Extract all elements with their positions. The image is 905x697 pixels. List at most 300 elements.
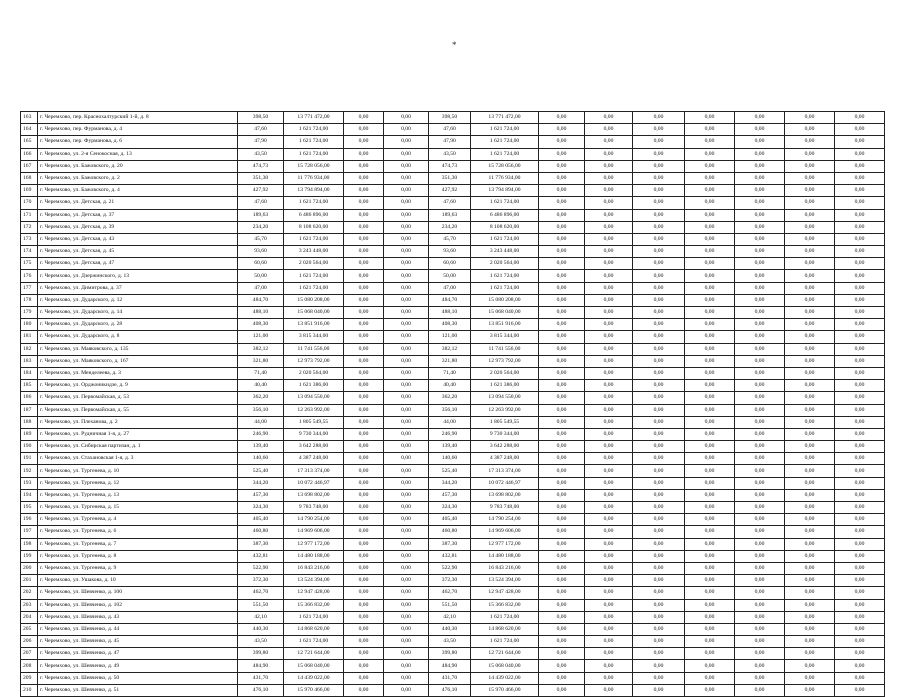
value-cell: 0,00: [633, 660, 685, 672]
value-cell: 0,00: [384, 562, 429, 574]
value-cell: 0,00: [735, 185, 785, 197]
value-cell: 0,00: [685, 416, 735, 428]
value-cell: 0,00: [835, 636, 885, 648]
value-cell: 0,00: [344, 416, 384, 428]
value-cell: 0,00: [785, 648, 835, 660]
row-number-cell: 189: [21, 428, 38, 440]
value-cell: 0,00: [344, 477, 384, 489]
value-cell: 1 805 549,55: [284, 416, 344, 428]
value-cell: 0,00: [539, 660, 585, 672]
value-cell: 0,00: [835, 282, 885, 294]
value-cell: 3 642 288,00: [471, 441, 539, 453]
value-cell: 0,00: [539, 623, 585, 635]
value-cell: 462,70: [429, 587, 471, 599]
row-number-cell: 176: [21, 270, 38, 282]
value-cell: 0,00: [785, 246, 835, 258]
address-cell: г. Черемхово, ул. Дударского, д. 8: [38, 331, 238, 343]
value-cell: 93,60: [238, 246, 284, 258]
value-cell: 0,00: [344, 514, 384, 526]
value-cell: 0,00: [344, 112, 384, 124]
address-cell: г. Черемхово, ул. Тургенева, д. 10: [38, 465, 238, 477]
value-cell: 0,00: [735, 611, 785, 623]
value-cell: 0,00: [344, 355, 384, 367]
value-cell: 9 783 748,00: [284, 502, 344, 514]
value-cell: 0,00: [735, 623, 785, 635]
value-cell: 0,00: [633, 270, 685, 282]
value-cell: 0,00: [685, 258, 735, 270]
value-cell: 8 108 620,00: [284, 221, 344, 233]
value-cell: 0,00: [785, 355, 835, 367]
value-cell: 12 947 428,00: [471, 587, 539, 599]
value-cell: 0,00: [633, 392, 685, 404]
address-cell: г. Черемхово, ул. Детская, д. 43: [38, 233, 238, 245]
value-cell: 15 728 056,00: [284, 160, 344, 172]
value-cell: 0,00: [785, 636, 835, 648]
value-cell: 0,00: [384, 258, 429, 270]
address-cell: г. Черемхово, ул. Плеханова, д. 2: [38, 416, 238, 428]
value-cell: 0,00: [785, 185, 835, 197]
value-cell: 484,90: [238, 660, 284, 672]
value-cell: 4 387 248,00: [284, 453, 344, 465]
value-cell: 0,00: [835, 355, 885, 367]
value-cell: 0,00: [539, 684, 585, 696]
value-cell: 0,00: [735, 380, 785, 392]
value-cell: 0,00: [585, 270, 633, 282]
value-cell: 139,40: [429, 441, 471, 453]
value-cell: 0,00: [539, 538, 585, 550]
value-cell: 15 080 208,00: [471, 294, 539, 306]
value-cell: 0,00: [785, 221, 835, 233]
value-cell: 372,30: [429, 575, 471, 587]
value-cell: 0,00: [785, 209, 835, 221]
value-cell: 3 243 448,00: [284, 246, 344, 258]
value-cell: 12 263 992,00: [284, 404, 344, 416]
value-cell: 0,00: [735, 209, 785, 221]
table-row: [21, 258, 885, 270]
value-cell: 324,30: [238, 502, 284, 514]
value-cell: 431,70: [238, 672, 284, 684]
value-cell: 14 790 254,00: [471, 514, 539, 526]
value-cell: 0,00: [633, 416, 685, 428]
value-cell: 0,00: [633, 550, 685, 562]
value-cell: 0,00: [835, 538, 885, 550]
address-cell: г. Черемхово, ул. Шевченко, д. 51: [38, 684, 238, 696]
value-cell: 0,00: [539, 209, 585, 221]
value-cell: 9 730 344,00: [471, 428, 539, 440]
value-cell: 0,00: [685, 428, 735, 440]
value-cell: 0,00: [785, 319, 835, 331]
value-cell: 0,00: [735, 514, 785, 526]
value-cell: 43,50: [238, 148, 284, 160]
value-cell: 0,00: [384, 575, 429, 587]
value-cell: 321,80: [429, 355, 471, 367]
value-cell: 0,00: [735, 221, 785, 233]
row-number-cell: 169: [21, 185, 38, 197]
value-cell: 0,00: [835, 258, 885, 270]
value-cell: 0,00: [384, 648, 429, 660]
row-number-cell: 201: [21, 575, 38, 587]
value-cell: 484,70: [238, 294, 284, 306]
table-row: [21, 428, 885, 440]
value-cell: 1 621 724,00: [471, 233, 539, 245]
value-cell: 0,00: [685, 587, 735, 599]
table-row: [21, 307, 885, 319]
value-cell: 525,40: [429, 465, 471, 477]
value-cell: 50,00: [429, 270, 471, 282]
value-cell: 0,00: [344, 209, 384, 221]
value-cell: 0,00: [344, 575, 384, 587]
value-cell: 47,60: [429, 124, 471, 136]
value-cell: 0,00: [384, 587, 429, 599]
value-cell: 13 698 802,00: [471, 489, 539, 501]
value-cell: 13 094 550,00: [284, 392, 344, 404]
value-cell: 6 486 896,00: [284, 209, 344, 221]
value-cell: 0,00: [384, 428, 429, 440]
value-cell: 0,00: [685, 380, 735, 392]
value-cell: 0,00: [735, 453, 785, 465]
value-cell: 0,00: [835, 684, 885, 696]
value-cell: 440,30: [238, 623, 284, 635]
value-cell: 484,90: [429, 660, 471, 672]
value-cell: 0,00: [633, 441, 685, 453]
value-cell: 3 815 344,00: [471, 331, 539, 343]
value-cell: 44,00: [238, 416, 284, 428]
value-cell: 0,00: [633, 148, 685, 160]
row-number-cell: 181: [21, 331, 38, 343]
value-cell: 0,00: [539, 489, 585, 501]
table-row: [21, 367, 885, 379]
address-cell: г. Черемхово, ул. Маяковского, д. 167: [38, 355, 238, 367]
value-cell: 15 068 040,00: [471, 307, 539, 319]
value-cell: 139,40: [238, 441, 284, 453]
value-cell: 0,00: [539, 587, 585, 599]
value-cell: 0,00: [785, 233, 835, 245]
value-cell: 0,00: [785, 124, 835, 136]
value-cell: 0,00: [633, 526, 685, 538]
table-row: [21, 672, 885, 684]
value-cell: 0,00: [835, 172, 885, 184]
value-cell: 0,00: [539, 636, 585, 648]
value-cell: 47,60: [238, 197, 284, 209]
value-cell: 0,00: [685, 246, 735, 258]
value-cell: 0,00: [585, 660, 633, 672]
value-cell: 0,00: [785, 453, 835, 465]
value-cell: 0,00: [539, 465, 585, 477]
value-cell: 0,00: [785, 550, 835, 562]
value-cell: 45,70: [429, 233, 471, 245]
address-cell: г. Черемхово, ул. Тургенева, д. 4: [38, 514, 238, 526]
value-cell: 0,00: [835, 611, 885, 623]
value-cell: 42,10: [238, 611, 284, 623]
value-cell: 382,12: [238, 343, 284, 355]
value-cell: 9 783 748,00: [471, 502, 539, 514]
value-cell: 0,00: [344, 367, 384, 379]
value-cell: 1 805 549,55: [471, 416, 539, 428]
value-cell: 0,00: [344, 160, 384, 172]
value-cell: 0,00: [633, 343, 685, 355]
table-row: [21, 124, 885, 136]
value-cell: 0,00: [685, 185, 735, 197]
value-cell: 0,00: [685, 270, 735, 282]
value-cell: 0,00: [539, 502, 585, 514]
value-cell: 0,00: [539, 404, 585, 416]
value-cell: 0,00: [384, 124, 429, 136]
value-cell: 0,00: [633, 160, 685, 172]
value-cell: 0,00: [344, 294, 384, 306]
address-cell: г. Черемхово, ул. Ушакова, д. 10: [38, 575, 238, 587]
value-cell: 0,00: [785, 282, 835, 294]
value-cell: 0,00: [785, 599, 835, 611]
row-number-cell: 205: [21, 623, 38, 635]
value-cell: 0,00: [735, 587, 785, 599]
value-cell: 0,00: [835, 246, 885, 258]
value-cell: 0,00: [585, 185, 633, 197]
value-cell: 399,80: [429, 648, 471, 660]
value-cell: 0,00: [384, 489, 429, 501]
value-cell: 0,00: [384, 502, 429, 514]
table-row: [21, 575, 885, 587]
value-cell: 321,80: [238, 355, 284, 367]
value-cell: 0,00: [785, 343, 835, 355]
value-cell: 0,00: [633, 538, 685, 550]
value-cell: 3 815 344,00: [284, 331, 344, 343]
address-cell: г. Черемхово, ул. Дзержинского, д. 13: [38, 270, 238, 282]
row-number-cell: 190: [21, 441, 38, 453]
value-cell: 0,00: [735, 294, 785, 306]
row-number-cell: 186: [21, 392, 38, 404]
value-cell: 15 080 208,00: [284, 294, 344, 306]
value-cell: 0,00: [539, 343, 585, 355]
value-cell: 0,00: [633, 307, 685, 319]
value-cell: 0,00: [785, 660, 835, 672]
value-cell: 0,00: [539, 258, 585, 270]
value-cell: 0,00: [344, 282, 384, 294]
value-cell: 13 524 394,00: [284, 575, 344, 587]
value-cell: 0,00: [735, 160, 785, 172]
value-cell: 0,00: [685, 197, 735, 209]
row-number-cell: 188: [21, 416, 38, 428]
value-cell: 0,00: [785, 672, 835, 684]
value-cell: 0,00: [384, 319, 429, 331]
address-cell: г. Черемхово, ул. Бажовского, д. 20: [38, 160, 238, 172]
row-number-cell: 196: [21, 514, 38, 526]
value-cell: 0,00: [835, 124, 885, 136]
value-cell: 0,00: [685, 148, 735, 160]
row-number-cell: 209: [21, 672, 38, 684]
value-cell: 0,00: [539, 270, 585, 282]
value-cell: 0,00: [835, 441, 885, 453]
row-number-cell: 191: [21, 453, 38, 465]
value-cell: 0,00: [685, 611, 735, 623]
value-cell: 0,00: [384, 392, 429, 404]
value-cell: 0,00: [633, 172, 685, 184]
value-cell: 12 973 792,00: [471, 355, 539, 367]
value-cell: 0,00: [633, 367, 685, 379]
value-cell: 0,00: [585, 197, 633, 209]
value-cell: 0,00: [633, 319, 685, 331]
table-row: [21, 453, 885, 465]
value-cell: 1 621 724,00: [471, 136, 539, 148]
value-cell: 14 969 606,00: [471, 526, 539, 538]
value-cell: 0,00: [585, 538, 633, 550]
value-cell: 0,00: [685, 562, 735, 574]
value-cell: 1 621 724,00: [471, 636, 539, 648]
value-cell: 17 313 374,00: [471, 465, 539, 477]
value-cell: 0,00: [835, 575, 885, 587]
value-cell: 0,00: [384, 416, 429, 428]
table-row: [21, 587, 885, 599]
row-number-cell: 184: [21, 367, 38, 379]
value-cell: 10 072 446,97: [471, 477, 539, 489]
value-cell: 0,00: [685, 672, 735, 684]
register-table-body: [21, 112, 885, 697]
value-cell: 13 094 550,00: [471, 392, 539, 404]
value-cell: 0,00: [585, 648, 633, 660]
value-cell: 14 439 022,00: [471, 672, 539, 684]
value-cell: 0,00: [685, 209, 735, 221]
value-cell: 0,00: [835, 623, 885, 635]
value-cell: 387,30: [429, 538, 471, 550]
row-number-cell: 203: [21, 599, 38, 611]
value-cell: 0,00: [384, 477, 429, 489]
value-cell: 0,00: [735, 404, 785, 416]
value-cell: 460,80: [238, 526, 284, 538]
value-cell: 0,00: [633, 575, 685, 587]
value-cell: 0,00: [835, 599, 885, 611]
value-cell: 15 068 040,00: [284, 307, 344, 319]
value-cell: 0,00: [633, 636, 685, 648]
row-number-cell: 192: [21, 465, 38, 477]
value-cell: 488,10: [429, 307, 471, 319]
value-cell: 1 621 724,00: [471, 282, 539, 294]
value-cell: 0,00: [585, 392, 633, 404]
value-cell: 0,00: [585, 124, 633, 136]
value-cell: 0,00: [344, 660, 384, 672]
value-cell: 0,00: [539, 453, 585, 465]
value-cell: 0,00: [785, 538, 835, 550]
value-cell: 0,00: [585, 477, 633, 489]
table-row: [21, 660, 885, 672]
value-cell: 0,00: [835, 502, 885, 514]
value-cell: 0,00: [539, 416, 585, 428]
value-cell: 0,00: [539, 562, 585, 574]
value-cell: 0,00: [785, 148, 835, 160]
value-cell: 0,00: [585, 282, 633, 294]
value-cell: 0,00: [685, 526, 735, 538]
value-cell: 43,50: [429, 636, 471, 648]
value-cell: 0,00: [685, 307, 735, 319]
value-cell: 0,00: [835, 562, 885, 574]
value-cell: 0,00: [384, 404, 429, 416]
address-cell: г. Черемхово, ул. Бажовского, д. 2: [38, 172, 238, 184]
value-cell: 0,00: [344, 136, 384, 148]
address-cell: г. Черемхово, ул. Дударского, д. 14: [38, 307, 238, 319]
value-cell: 0,00: [539, 477, 585, 489]
row-number-cell: 180: [21, 319, 38, 331]
row-number-cell: 164: [21, 124, 38, 136]
value-cell: 0,00: [344, 185, 384, 197]
table-row: [21, 441, 885, 453]
address-cell: г. Черемхово, ул. Тургенева, д. 12: [38, 477, 238, 489]
value-cell: 0,00: [685, 404, 735, 416]
value-cell: 0,00: [539, 282, 585, 294]
value-cell: 0,00: [539, 307, 585, 319]
address-cell: г. Черемхово, ул. Детская, д. 47: [38, 258, 238, 270]
value-cell: 93,60: [429, 246, 471, 258]
value-cell: 0,00: [344, 453, 384, 465]
value-cell: 0,00: [685, 648, 735, 660]
value-cell: 0,00: [633, 221, 685, 233]
value-cell: 0,00: [633, 489, 685, 501]
value-cell: 0,00: [384, 611, 429, 623]
value-cell: 0,00: [585, 623, 633, 635]
value-cell: 476,10: [429, 684, 471, 696]
value-cell: 234,20: [238, 221, 284, 233]
value-cell: 0,00: [735, 392, 785, 404]
table-row: [21, 331, 885, 343]
value-cell: 0,00: [585, 258, 633, 270]
address-cell: г. Черемхово, ул. 2-я Сенокосная, д. 13: [38, 148, 238, 160]
row-number-cell: 172: [21, 221, 38, 233]
value-cell: 0,00: [344, 441, 384, 453]
row-number-cell: 197: [21, 526, 38, 538]
value-cell: 13 771 472,00: [471, 112, 539, 124]
value-cell: 189,63: [429, 209, 471, 221]
value-cell: 0,00: [585, 367, 633, 379]
value-cell: 0,00: [785, 514, 835, 526]
value-cell: 0,00: [344, 648, 384, 660]
value-cell: 0,00: [785, 404, 835, 416]
value-cell: 0,00: [585, 331, 633, 343]
value-cell: 0,00: [785, 331, 835, 343]
value-cell: 0,00: [785, 136, 835, 148]
value-cell: 0,00: [384, 441, 429, 453]
value-cell: 0,00: [735, 307, 785, 319]
value-cell: 0,00: [633, 185, 685, 197]
value-cell: 476,10: [238, 684, 284, 696]
value-cell: 0,00: [585, 636, 633, 648]
address-cell: г. Черемхово, ул. Первомайская, д. 53: [38, 392, 238, 404]
value-cell: 0,00: [539, 112, 585, 124]
value-cell: 0,00: [344, 307, 384, 319]
value-cell: 0,00: [633, 233, 685, 245]
value-cell: 398,50: [429, 112, 471, 124]
value-cell: 0,00: [633, 672, 685, 684]
value-cell: 0,00: [585, 502, 633, 514]
value-cell: 0,00: [785, 112, 835, 124]
value-cell: 0,00: [685, 367, 735, 379]
value-cell: 0,00: [785, 416, 835, 428]
value-cell: 0,00: [384, 197, 429, 209]
value-cell: 0,00: [685, 660, 735, 672]
value-cell: 0,00: [384, 660, 429, 672]
value-cell: 0,00: [539, 294, 585, 306]
value-cell: 0,00: [735, 526, 785, 538]
address-cell: г. Черемхово, ул. Шевченко, д. 100: [38, 587, 238, 599]
table-row: [21, 636, 885, 648]
value-cell: 0,00: [735, 502, 785, 514]
value-cell: 140,60: [429, 453, 471, 465]
table-row: [21, 404, 885, 416]
row-number-cell: 210: [21, 684, 38, 696]
value-cell: 0,00: [785, 197, 835, 209]
table-row: [21, 465, 885, 477]
value-cell: 0,00: [344, 611, 384, 623]
value-cell: 0,00: [384, 465, 429, 477]
value-cell: 0,00: [539, 611, 585, 623]
value-cell: 0,00: [585, 416, 633, 428]
value-cell: 351,30: [429, 172, 471, 184]
